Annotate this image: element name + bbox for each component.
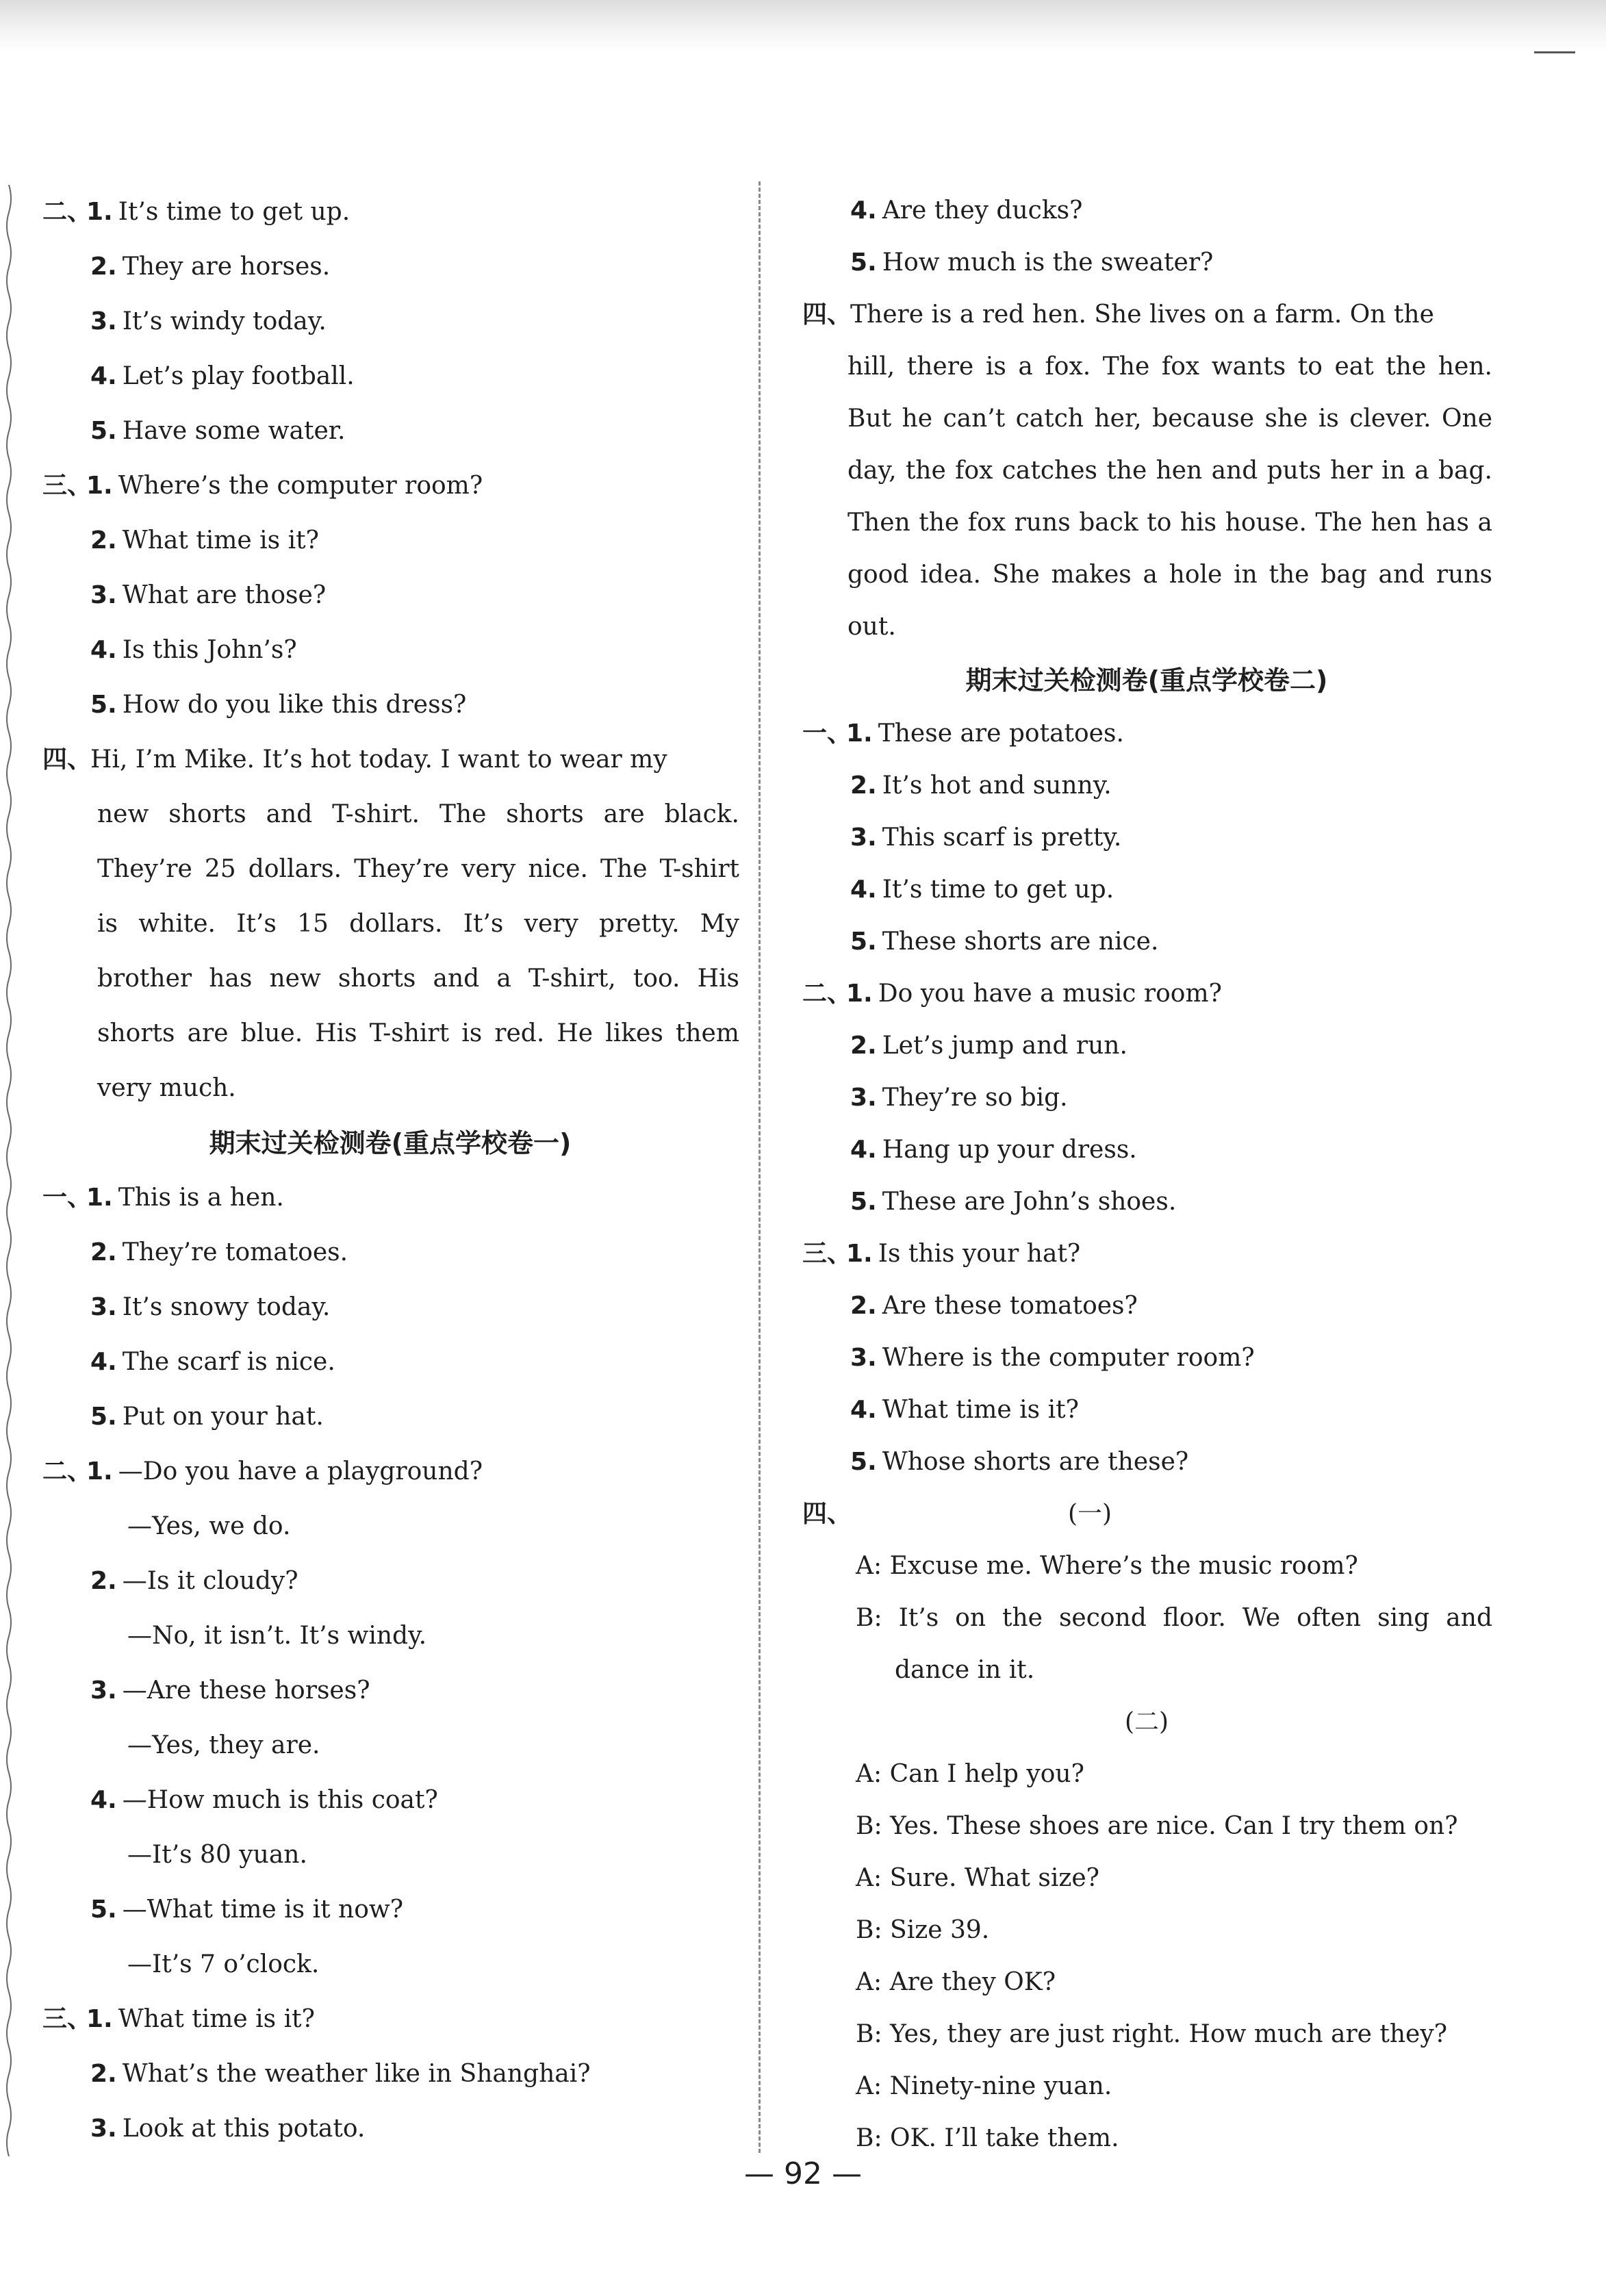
speaker-label: B:	[856, 2124, 882, 2152]
item-number: 2.	[850, 1292, 877, 1320]
dialogue-question	[41, 1773, 739, 1828]
answer-text: Are these tomatoes?	[882, 1292, 1138, 1320]
answer-text: What are those?	[122, 581, 327, 609]
answer-text: Is this your hat?	[878, 1240, 1081, 1268]
answer-text: The scarf is nice.	[122, 1348, 335, 1376]
passage-line: brother has new shorts and a T-shirt, too. His	[97, 965, 739, 993]
passage-line: good idea. She makes a hole in the bag and runs	[847, 561, 1492, 589]
part-label: (一)	[1067, 1500, 1112, 1528]
passage-line	[801, 289, 1492, 341]
item-number: 5.	[850, 1188, 877, 1216]
answer-line	[41, 2102, 739, 2156]
speaker-label: B:	[856, 1916, 882, 1944]
dialogue-question	[41, 1554, 739, 1609]
answer-text: It’s snowy today.	[122, 1293, 331, 1321]
item-number: 1.	[86, 1457, 113, 1485]
item-number: 3.	[90, 1676, 117, 1705]
item-number: 3.	[850, 824, 877, 852]
speaker-label: B:	[856, 2020, 882, 2048]
passage-line: is white. It’s 15 dollars. It’s very pretty. My	[97, 910, 739, 938]
item-number: 5.	[90, 1403, 117, 1431]
answer-text: They are horses.	[122, 253, 331, 281]
dialogue-question	[41, 1883, 739, 1937]
exam-heading: 期末过关检测卷(重点学校卷二)	[965, 665, 1328, 696]
item-number: 4.	[850, 1136, 877, 1164]
speaker-label: B:	[856, 1812, 882, 1840]
speaker-label: A:	[856, 1864, 882, 1892]
passage-line: But he can’t catch her, because she is clever. One	[847, 405, 1492, 433]
item-number: 4.	[850, 1396, 877, 1424]
part-label: (二)	[1124, 1708, 1169, 1736]
item-number: 4.	[850, 876, 877, 904]
item-number: 5.	[850, 928, 877, 956]
dialogue-line	[801, 1748, 1492, 1800]
answer-line	[41, 294, 739, 349]
item-number: 4.	[90, 636, 117, 664]
answer-line	[41, 1390, 739, 1444]
section-mark: 二、	[802, 980, 852, 1008]
answer-text: How much is the sweater?	[882, 248, 1214, 277]
dialogue-line	[801, 1904, 1492, 1956]
answer-text: They’re so big.	[882, 1084, 1068, 1112]
item-number: 5.	[90, 691, 117, 719]
item-number: 1.	[86, 472, 113, 500]
answer-line	[801, 1072, 1492, 1124]
answer-line	[41, 1992, 739, 2047]
dialogue-text: It’s on the second floor. We often sing and	[898, 1604, 1492, 1632]
dialogue-text: Can I help you?	[889, 1760, 1084, 1788]
question-text: —Do you have a playground?	[118, 1457, 483, 1485]
answer-line	[801, 1332, 1492, 1384]
passage-line: out.	[847, 613, 896, 641]
answer-text: These are potatoes.	[878, 719, 1124, 748]
item-number: 5.	[850, 248, 877, 277]
dialogue-answer: —It’s 80 yuan.	[127, 1841, 307, 1869]
answer-line	[801, 1280, 1492, 1332]
section-mark: 四、	[42, 745, 92, 774]
dialogue-text: Sure. What size?	[889, 1864, 1099, 1892]
passage-line: Then the fox runs back to his house. The hen has a	[847, 509, 1492, 537]
dialogue-part-line	[801, 1488, 1492, 1540]
item-number: 1.	[86, 2005, 113, 2033]
answer-line	[801, 864, 1492, 916]
dialogue-text: OK. I’ll take them.	[890, 2124, 1119, 2152]
dialogue-text: Yes. These shoes are nice. Can I try them on?	[890, 1812, 1458, 1840]
binding-edge-wave	[4, 185, 14, 2156]
item-number: 2.	[90, 526, 117, 554]
answer-text: Put on your hat.	[122, 1403, 324, 1431]
item-number: 4.	[90, 1786, 117, 1814]
dialogue-line: dance in it.	[895, 1656, 1035, 1684]
answer-text: These are John’s shoes.	[882, 1188, 1177, 1216]
answer-line	[801, 812, 1492, 864]
speaker-label: A:	[856, 1760, 882, 1788]
item-number: 2.	[90, 1567, 117, 1595]
answer-text: Where’s the computer room?	[118, 472, 483, 500]
answer-line	[41, 623, 739, 678]
answer-line	[41, 404, 739, 459]
answer-text: It’s windy today.	[122, 307, 327, 335]
passage-text: Hi, I’m Mike. It’s hot today. I want to wear my	[90, 745, 667, 774]
dialogue-line	[801, 2061, 1492, 2113]
answer-line	[801, 968, 1492, 1020]
answer-text: These shorts are nice.	[882, 928, 1159, 956]
item-number: 3.	[850, 1084, 877, 1112]
answer-line	[801, 1384, 1492, 1436]
dialogue-answer: —No, it isn’t. It’s windy.	[127, 1622, 427, 1650]
question-text: —Are these horses?	[122, 1676, 370, 1705]
speaker-label: A:	[856, 1552, 882, 1580]
top-right-rule	[1534, 51, 1575, 53]
answer-line	[41, 459, 739, 513]
exam-heading: 期末过关检测卷(重点学校卷一)	[209, 1128, 572, 1158]
dialogue-question	[41, 1444, 739, 1499]
dialogue-answer: —Yes, they are.	[127, 1731, 320, 1759]
item-number: 2.	[90, 253, 117, 281]
speaker-label: A:	[856, 2072, 882, 2100]
answer-text: Do you have a music room?	[878, 980, 1222, 1008]
dialogue-text: Are they OK?	[889, 1968, 1056, 1996]
item-number: 2.	[850, 771, 877, 800]
section-mark: 二、	[42, 1457, 92, 1485]
item-number: 3.	[850, 1344, 877, 1372]
column-divider	[759, 181, 761, 2153]
section-mark: 三、	[802, 1240, 852, 1268]
dialogue-text: Yes, they are just right. How much are they?	[890, 2020, 1448, 2048]
question-text: —What time is it now?	[122, 1896, 403, 1924]
item-number: 1.	[846, 1240, 873, 1268]
answer-text: It’s hot and sunny.	[882, 771, 1112, 800]
passage-line: shorts are blue. His T-shirt is red. He likes them	[97, 1019, 739, 1047]
answer-line	[801, 1436, 1492, 1488]
item-number: 3.	[90, 581, 117, 609]
dialogue-line	[801, 1800, 1492, 1852]
dialogue-line	[801, 1592, 1492, 1644]
answer-line	[41, 568, 739, 623]
item-number: 4.	[850, 196, 877, 225]
answer-line	[801, 708, 1492, 760]
item-number: 1.	[86, 1184, 113, 1212]
dialogue-text: Excuse me. Where’s the music room?	[889, 1552, 1358, 1580]
item-number: 4.	[90, 1348, 117, 1376]
answer-text: Where is the computer room?	[882, 1344, 1255, 1372]
section-mark: 一、	[802, 719, 852, 748]
answer-text: Look at this potato.	[122, 2115, 366, 2143]
item-number: 1.	[846, 980, 873, 1008]
answer-text: What time is it?	[882, 1396, 1079, 1424]
answer-text: Let’s jump and run.	[882, 1032, 1127, 1060]
answer-line	[41, 185, 739, 240]
section-mark: 四、	[802, 301, 852, 329]
answer-line	[41, 678, 739, 732]
section-mark: 一、	[42, 1184, 92, 1212]
passage-line: new shorts and T-shirt. The shorts are black.	[97, 800, 739, 828]
item-number: 5.	[90, 1896, 117, 1924]
item-number: 1.	[86, 198, 113, 226]
answer-text: Whose shorts are these?	[882, 1448, 1189, 1476]
section-mark: 三、	[42, 472, 92, 500]
answer-line	[801, 916, 1492, 968]
question-text: —Is it cloudy?	[122, 1567, 298, 1595]
section-mark: 三、	[42, 2005, 92, 2033]
passage-text: There is a red hen. She lives on a farm. On the	[850, 301, 1434, 329]
answer-line	[801, 1176, 1492, 1228]
section-mark: 二、	[42, 198, 92, 226]
answer-text: This scarf is pretty.	[882, 824, 1122, 852]
passage-line: very much.	[97, 1074, 236, 1102]
item-number: 5.	[850, 1448, 877, 1476]
answer-text: It’s time to get up.	[118, 198, 350, 226]
left-column	[41, 185, 739, 2156]
dialogue-text: Ninety-nine yuan.	[889, 2072, 1112, 2100]
answer-line	[41, 1280, 739, 1335]
scan-top-band	[0, 0, 1606, 53]
answer-text: This is a hen.	[118, 1184, 284, 1212]
item-number: 2.	[850, 1032, 877, 1060]
item-number: 3.	[90, 1293, 117, 1321]
passage-line: day, the fox catches the hen and puts her in a bag.	[847, 457, 1492, 485]
answer-line	[801, 1228, 1492, 1280]
answer-text: They’re tomatoes.	[122, 1238, 348, 1266]
answer-text: How do you like this dress?	[122, 691, 467, 719]
dialogue-line	[801, 1852, 1492, 1904]
item-number: 5.	[90, 417, 117, 445]
answer-line	[41, 240, 739, 294]
passage-line	[41, 732, 739, 787]
dialogue-answer: —It’s 7 o’clock.	[127, 1950, 320, 1978]
dialogue-line	[801, 2008, 1492, 2061]
answer-line	[801, 237, 1492, 289]
page-number: — 92 —	[744, 2156, 862, 2191]
speaker-label: B:	[856, 1604, 882, 1632]
answer-line	[801, 760, 1492, 812]
right-column	[801, 185, 1492, 2165]
dialogue-question	[41, 1663, 739, 1718]
dialogue-answer: —Yes, we do.	[127, 1512, 291, 1540]
answer-line	[41, 1225, 739, 1280]
passage-line: hill, there is a fox. The fox wants to eat the hen.	[847, 353, 1492, 381]
section-mark: 四、	[802, 1500, 852, 1528]
answer-text: Are they ducks?	[882, 196, 1083, 225]
answer-line	[801, 1124, 1492, 1176]
item-number: 3.	[90, 2115, 117, 2143]
dialogue-line	[801, 1956, 1492, 2008]
answer-text: What’s the weather like in Shanghai?	[122, 2060, 591, 2088]
dialogue-text: Size 39.	[890, 1916, 990, 1944]
answer-text: What time is it?	[118, 2005, 315, 2033]
question-text: —How much is this coat?	[122, 1786, 438, 1814]
item-number: 2.	[90, 2060, 117, 2088]
answer-line	[801, 185, 1492, 237]
answer-line	[41, 349, 739, 404]
answer-line	[41, 1335, 739, 1390]
answer-text: Have some water.	[122, 417, 346, 445]
dialogue-line	[801, 1540, 1492, 1592]
answer-line	[41, 2047, 739, 2102]
answer-text: It’s time to get up.	[882, 876, 1114, 904]
answer-text: Is this John’s?	[122, 636, 297, 664]
speaker-label: A:	[856, 1968, 882, 1996]
item-number: 2.	[90, 1238, 117, 1266]
passage-line: They’re 25 dollars. They’re very nice. The T-shirt	[97, 855, 739, 883]
answer-line	[801, 1020, 1492, 1072]
item-number: 3.	[90, 307, 117, 335]
item-number: 4.	[90, 362, 117, 390]
answer-text: Let’s play football.	[122, 362, 355, 390]
answer-text: What time is it?	[122, 526, 319, 554]
answer-line	[41, 513, 739, 568]
answer-line	[41, 1171, 739, 1225]
item-number: 1.	[846, 719, 873, 748]
answer-text: Hang up your dress.	[882, 1136, 1137, 1164]
